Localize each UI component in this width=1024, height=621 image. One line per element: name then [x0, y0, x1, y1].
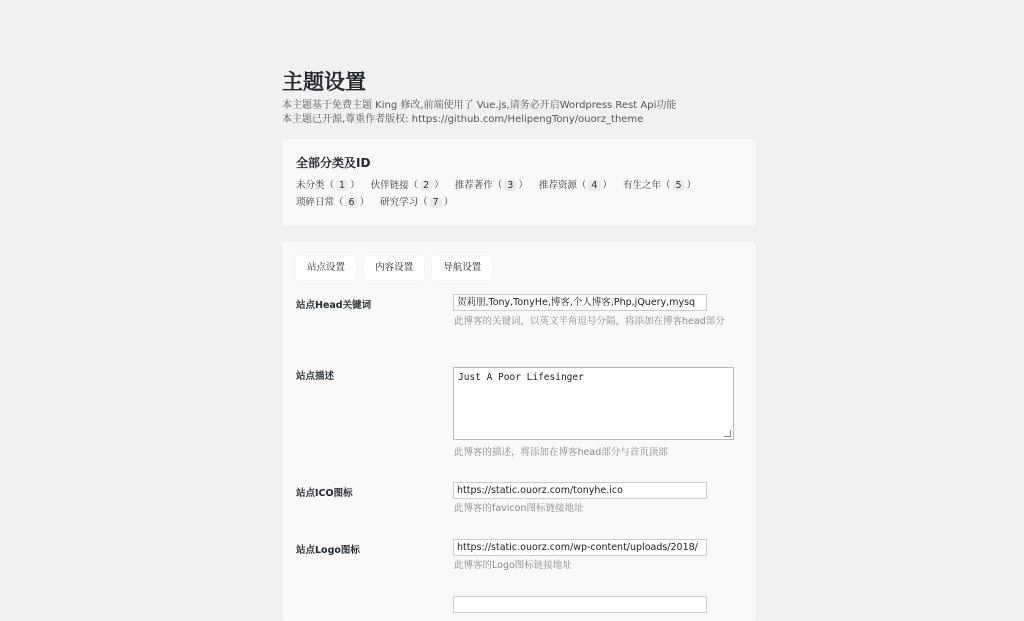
next-field-input[interactable]	[453, 596, 707, 613]
category-item: 有生之年（ 5 ）	[623, 180, 697, 191]
category-id: 4	[588, 180, 600, 191]
description-textarea[interactable]	[453, 367, 734, 440]
license-text: 本主题已开源,尊重作者版权: https://github.com/HelipengTony/ouorz_theme	[282, 114, 644, 125]
category-list	[296, 177, 704, 191]
logo-description: 此博客的Logo图标链接地址	[454, 560, 572, 571]
description-text: Just A Poor Lifesinger	[458, 372, 584, 383]
logo-input[interactable]: https://static.ouorz.com/wp-content/uploads/2018/	[453, 539, 707, 556]
category-item: 推荐著作（ 3 ）	[454, 180, 528, 191]
category-id: 3	[504, 180, 516, 191]
category-item: 伙伴链接（ 2 ）	[370, 180, 444, 191]
category-id: 7	[430, 197, 442, 208]
category-id: 5	[673, 180, 685, 191]
category-item: 琐碎日常（ 6 ）	[296, 197, 370, 208]
resize-handle-icon[interactable]	[724, 430, 731, 437]
keywords-description: 此博客的关键词，以英文半角逗号分隔，将添加在博客head部分	[454, 316, 725, 327]
ico-description: 此博客的favicon图标链接地址	[454, 503, 584, 514]
settings-tabs	[296, 255, 495, 280]
page-title: 主题设置	[282, 70, 366, 94]
tab-content-settings[interactable]: 内容设置	[364, 256, 424, 280]
intro-text: 本主题基于免费主题 King 修改,前端使用了 Vue.js,请务必开启Wordpress Rest Api功能	[282, 100, 677, 111]
categories-card	[282, 139, 756, 226]
logo-label: 站点Logo图标	[296, 545, 360, 556]
settings-card	[282, 241, 756, 621]
category-item: 推荐资源（ 4 ）	[538, 180, 612, 191]
category-item: 研究学习（ 7 ）	[380, 197, 454, 208]
keywords-input[interactable]: 贺莉朋,Tony,TonyHe,博客,个人博客,Php,jQuery,mysq	[453, 294, 707, 311]
category-id: 6	[346, 197, 358, 208]
keywords-label: 站点Head关键词	[296, 300, 372, 311]
tab-site-settings[interactable]: 站点设置	[296, 256, 356, 280]
categories-title: 全部分类及ID	[296, 156, 371, 170]
ico-label: 站点ICO图标	[296, 488, 353, 499]
category-item: 未分类（ 1 ）	[296, 180, 360, 191]
category-id: 2	[420, 180, 432, 191]
category-list	[296, 194, 461, 208]
description-help: 此博客的描述，将添加在博客head部分与首页顶部	[454, 447, 668, 458]
ico-input[interactable]: https://static.ouorz.com/tonyhe.ico	[453, 482, 707, 499]
description-label: 站点描述	[296, 371, 335, 382]
category-id: 1	[336, 180, 348, 191]
tab-nav-settings[interactable]: 导航设置	[432, 256, 492, 280]
